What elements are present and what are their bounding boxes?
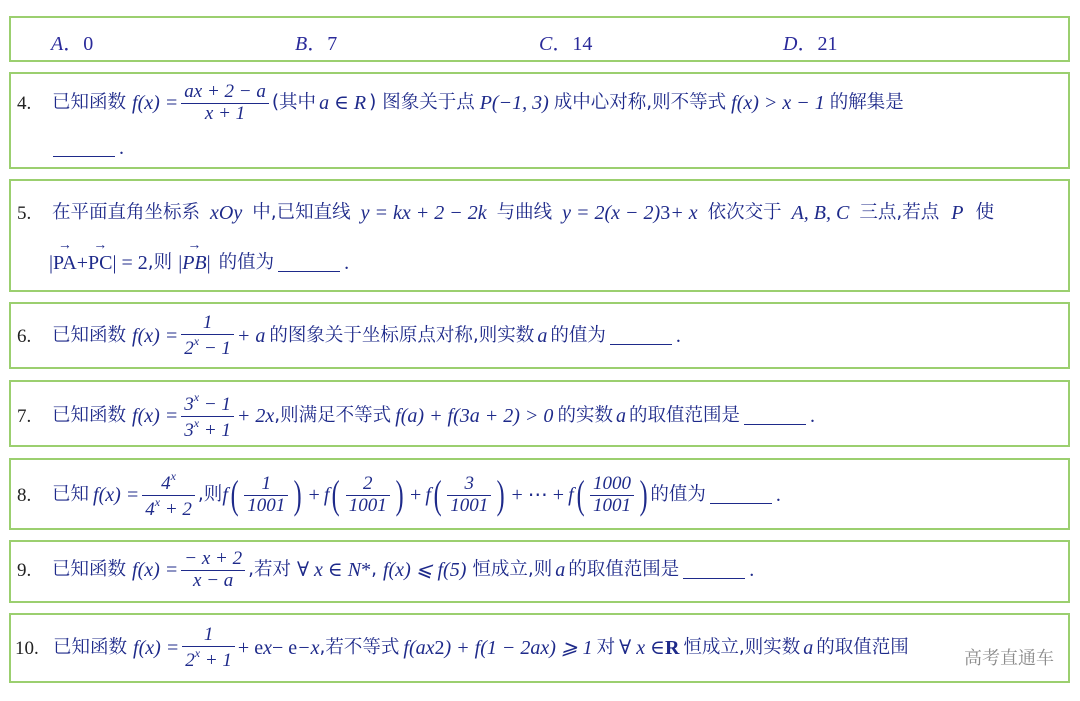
question-6: 6. 已知函数 f(x) = $\frac{1}{2^x - 1}$ + a 的图象关于坐标原点对称,则实数 a 的值为 .	[9, 302, 1070, 369]
question-8: 8. 已知 f(x) = $\frac{4^x}{4^x + 2}$ ,则 f ( $\frac{1}{1001}$ ) + f ( $\frac{2}{1001}$ ) + f ( $\frac{3}{1001}$ ) + ⋯ + f ( $\frac{1000}{1001}$ ) 的值为 .	[9, 458, 1070, 530]
option-c: C．14	[539, 33, 593, 55]
question-number: 7.	[17, 405, 32, 427]
answer-blank	[683, 562, 745, 579]
question-number: 4.	[17, 92, 32, 114]
question-number: 5.	[17, 202, 32, 224]
question-4: 4. 已知函数 f(x) = $\frac{ax + 2 - a}{x + 1}$ (其中 a ∈ R ) 图象关于点 P(−1, 3) 成中心对称,则不等式 f(x) > x − 1 的解集是 .	[9, 72, 1070, 169]
options-box	[9, 16, 1070, 62]
fraction: $\frac{1000}{1001}$	[590, 474, 634, 517]
watermark-label: 高考直通车	[964, 648, 1054, 669]
option-d: D．21	[783, 33, 838, 55]
fraction: $\frac{2}{1001}$	[346, 474, 390, 517]
answer-blank	[744, 408, 806, 425]
fraction: $\frac{- x + 2}{x - a}$	[181, 549, 245, 592]
fraction: $\frac{1}{2^x - 1}$	[181, 313, 234, 360]
question-10: 10. 已知函数 f(x) = $\frac{1}{2^x + 1}$ + e x − e −x ,若不等式 f(ax 2 ) + f(1 − 2ax) ⩾ 1 对 ∀ x ∈ R 恒成立,则实数 a 的取值范围	[9, 613, 1070, 683]
fraction: $\frac{4^x}{4^x + 2}$	[142, 470, 195, 521]
fraction: $\frac{3^x - 1}{3^x + 1}$	[181, 391, 234, 442]
option-a: A．0	[51, 33, 94, 55]
question-number: 10.	[15, 637, 39, 659]
question-7: 7. 已知函数 f(x) = $\frac{3^x - 1}{3^x + 1}$ + 2x ,则满足不等式 f(a) + f(3a + 2) > 0 的实数 a 的取值范围是 .	[9, 380, 1070, 447]
answer-blank	[278, 255, 340, 272]
fraction: $\frac{1}{2^x + 1}$	[182, 625, 235, 672]
fraction: $\frac{ax + 2 - a}{x + 1}$	[181, 82, 269, 125]
fraction: $\frac{1}{1001}$	[244, 474, 288, 517]
answer-blank	[710, 487, 772, 504]
answer-blank	[53, 140, 115, 157]
question-number: 9.	[17, 559, 32, 581]
option-b: B．7	[295, 33, 338, 55]
answer-blank	[610, 328, 672, 345]
question-5: 5. 在平面直角坐标系 xOy 中,已知直线 y = kx + 2 − 2k 与曲线 y = 2(x − 2) 3 + x 依次交于 A, B, C 三点,若点 P 使 | → PA + → PC | = 2 ,则 | → PB | 的值为 .	[9, 179, 1070, 292]
question-9: 9. 已知函数 f(x) = $\frac{- x + 2}{x - a}$ ,若对 ∀ x ∈ N * , f(x) ⩽ f(5) 恒成立,则 a 的取值范围是 .	[9, 540, 1070, 603]
question-number: 8.	[17, 484, 32, 506]
fraction: $\frac{3}{1001}$	[447, 474, 491, 517]
question-number: 6.	[17, 325, 32, 347]
